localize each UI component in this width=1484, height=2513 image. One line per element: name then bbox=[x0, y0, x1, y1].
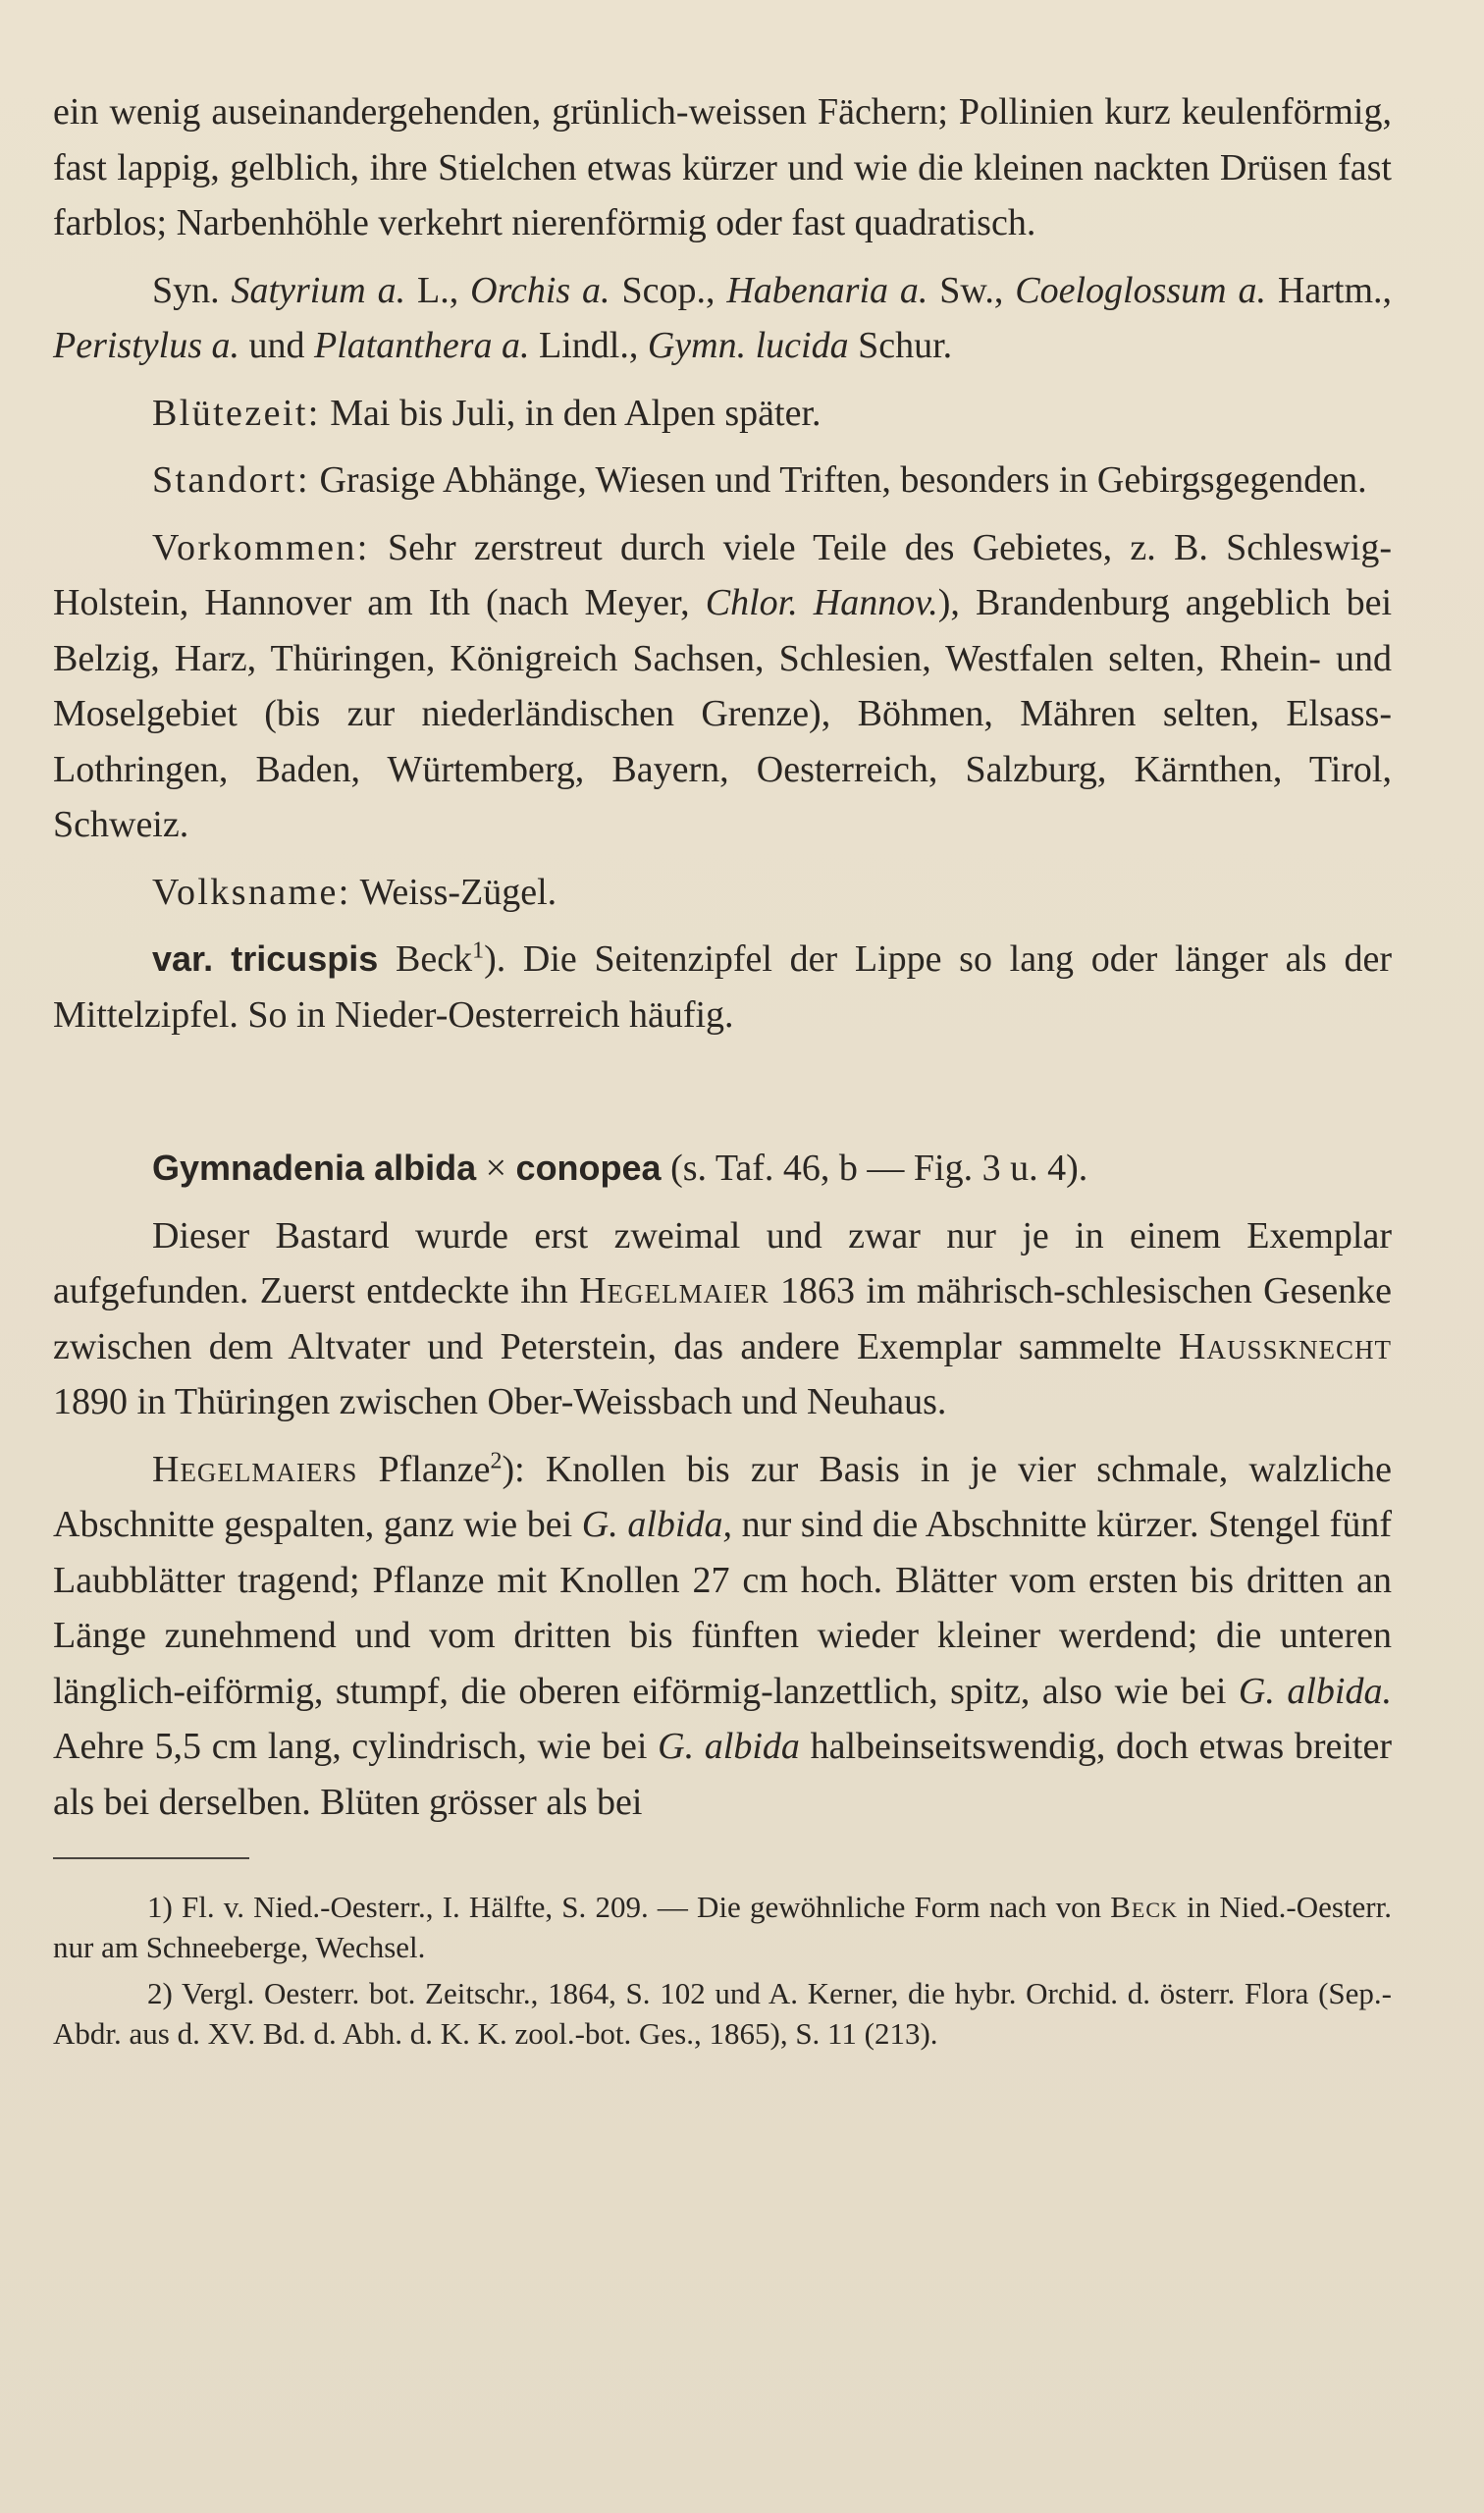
body-text: Dieser Bastard wurde erst zweimal und zwar nur je in einem Exemplar aufgefunden. Zuerst entdeckte ihn bbox=[53, 1214, 1392, 1311]
species-name: G. albida, bbox=[581, 1504, 732, 1545]
syn-name: Satyrium a. bbox=[231, 269, 406, 311]
body-text: 1863 im mährisch-schlesischen Gesenke zwischen dem Altvater und Peterstein, das andere Exemplar sammelte bbox=[53, 1270, 1392, 1367]
syn-text: Hartm., bbox=[1266, 269, 1392, 311]
syn-text: Scop., bbox=[610, 269, 727, 311]
body-text: 1890 in Thüringen zwischen Ober-Weissbach und Neuhaus. bbox=[53, 1381, 947, 1422]
body-text: nur sind die Abschnitte kürzer. Stengel fünf Laubblätter tragend; Pflanze mit Knollen 27 cm hoch. Blätter vom ersten bis dritten an Länge zunehmend und vom dritten bis fünften wieder kleiner werdend; die unteren länglich-eiförmig, stumpf, die oberen eiförmig-lanzettlich, spitz, also wie bei bbox=[53, 1504, 1392, 1712]
footnote-text: in Nied.-Oesterr. nur am Schneeberge, Wechsel. bbox=[53, 1890, 1392, 1964]
synonyms-paragraph bbox=[53, 263, 1392, 374]
footnote-ref[interactable]: 1 bbox=[472, 937, 485, 964]
footnote-1 bbox=[53, 1887, 1392, 1967]
field-text: Mai bis Juli, in den Alpen später. bbox=[320, 392, 822, 434]
species-name: G. albida. bbox=[1238, 1670, 1392, 1712]
footnote-text: 1) Fl. v. Nied.-Oesterr., I. Hälfte, S. 209. — Die gewöhnliche Form nach von bbox=[147, 1890, 1111, 1924]
author-name: Hegelmaier bbox=[579, 1270, 769, 1311]
syn-name: Coeloglossum a. bbox=[1015, 269, 1267, 311]
section-heading bbox=[53, 1141, 1392, 1197]
syn-text: und bbox=[238, 325, 314, 366]
field-text: ), Brandenburg angeblich bei Belzig, Harz, Thüringen, Königreich Sachsen, Schlesien, Westfalen selten, Rhein- und Moselgebiet (bis zur niederländischen Grenze), Böhmen, Mähren selten, Elsass-Lothringen, Baden, Würtemberg, Bayern, Oesterreich, Salzburg, Kärnthen, Tirol, Schweiz. bbox=[53, 582, 1392, 845]
syn-text: Syn. bbox=[152, 269, 232, 311]
field-label: Standort: bbox=[152, 459, 310, 501]
heading-plate-ref: (s. Taf. 46, b — Fig. 3 u. 4). bbox=[661, 1148, 1088, 1189]
field-label: Blütezeit: bbox=[152, 392, 321, 434]
body-text: Aehre 5,5 cm lang, cylindrisch, wie bei bbox=[53, 1726, 659, 1767]
citation-title: Chlor. Hannov. bbox=[705, 582, 938, 623]
field-text: Sehr zerstreut durch viele Teile des Gebietes, z. B. Schleswig-Holstein, Hannover am Ith (nach Meyer, bbox=[53, 526, 1392, 623]
bastard-paragraph bbox=[53, 1208, 1392, 1430]
heading-species: conopea bbox=[515, 1148, 662, 1188]
author-name: Hegelmaiers bbox=[152, 1448, 358, 1490]
body-text: halbeinseitswendig, doch etwas breiter als bei derselben. Blüten grösser als bei bbox=[53, 1726, 1392, 1823]
syn-text: L., bbox=[405, 269, 471, 311]
author-name: Beck bbox=[1110, 1890, 1178, 1924]
heading-genus: Gymnadenia albida bbox=[152, 1148, 477, 1188]
field-text: Weiss-Zügel. bbox=[350, 871, 557, 913]
footnotes bbox=[53, 1887, 1392, 2054]
volksname-paragraph bbox=[53, 865, 1392, 921]
species-name: G. albida bbox=[658, 1726, 800, 1767]
field-label: Volksname: bbox=[152, 871, 351, 913]
syn-text: Schur. bbox=[848, 325, 953, 366]
hybrid-cross-symbol: × bbox=[476, 1148, 516, 1189]
pflanze-paragraph bbox=[53, 1442, 1392, 1831]
standort-paragraph bbox=[53, 453, 1392, 508]
field-label: Vorkommen: bbox=[152, 526, 370, 568]
variety-name: var. tricuspis bbox=[152, 938, 379, 979]
syn-name: Habenaria a. bbox=[726, 269, 928, 311]
footnote-divider bbox=[53, 1857, 249, 1859]
body-text: Pflanze bbox=[357, 1448, 491, 1490]
syn-name: Orchis a. bbox=[470, 269, 610, 311]
variety-text: ). Die Seitenzipfel der Lippe so lang oder länger als der Mittelzipfel. So in Nieder-Oesterreich häufig. bbox=[53, 938, 1392, 1036]
footnote-ref[interactable]: 2 bbox=[490, 1447, 503, 1473]
variety-paragraph bbox=[53, 932, 1392, 1043]
syn-name: Peristylus a. bbox=[53, 325, 239, 366]
syn-name: Platanthera a. bbox=[313, 325, 530, 366]
bluetezeit-paragraph bbox=[53, 386, 1392, 442]
body-text: ): Knollen bis zur Basis in je vier schmale, walzliche Abschnitte gespalten, ganz wie bei bbox=[53, 1448, 1392, 1545]
variety-author: Beck bbox=[378, 938, 473, 980]
syn-name: Gymn. lucida bbox=[647, 325, 849, 366]
description-paragraph: ein wenig auseinandergehenden, grünlich-weissen Fächern; Pollinien kurz keulenförmig, fast lappig, gelblich, ihre Stielchen etwas kürzer und wie die kleinen nackten Drüsen fast farblos; Narbenhöhle verkehrt nierenförmig oder fast quadratisch. bbox=[53, 91, 1392, 243]
footnote-2: 2) Vergl. Oesterr. bot. Zeitschr., 1864, S. 102 und A. Kerner, die hybr. Orchid. d. österr. Flora (Sep.-Abdr. aus d. XV. Bd. d. Abh. d. K. K. zool.-bot. Ges., 1865), S. 11 (213). bbox=[53, 1976, 1392, 2051]
syn-text: Sw., bbox=[928, 269, 1016, 311]
author-name: Haussknecht bbox=[1179, 1325, 1392, 1367]
vorkommen-paragraph bbox=[53, 520, 1392, 853]
syn-text: Lindl., bbox=[529, 325, 648, 366]
field-text: Grasige Abhänge, Wiesen und Triften, besonders in Gebirgsgegenden. bbox=[309, 459, 1367, 501]
